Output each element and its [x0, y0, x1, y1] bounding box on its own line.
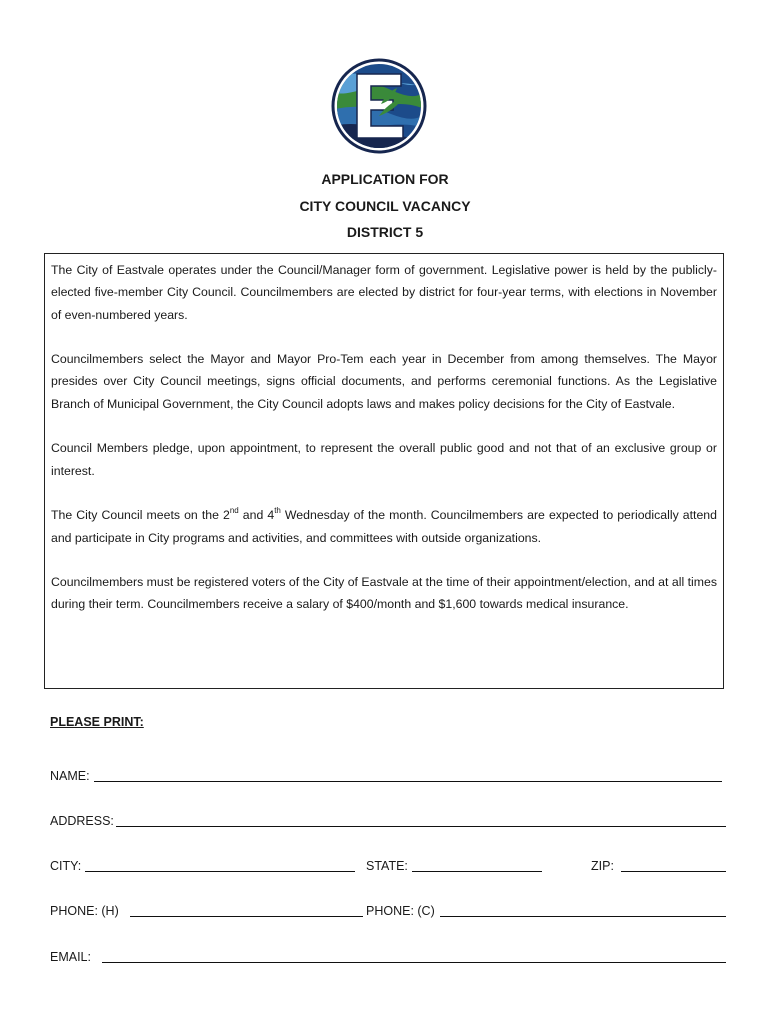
city-label: CITY: [50, 859, 82, 873]
form-title-line-2: CITY COUNCIL VACANCY [299, 198, 471, 214]
info-paragraph-eligibility: Councilmembers must be registered voters of the City of Eastvale at the time of their appointment/election, and at all times during their term. Councilmembers receive a salary of $400/month and $1,600 towards medical insurance. [51, 575, 717, 612]
info-paragraph-mayor: Councilmembers select the Mayor and Mayor Pro-Tem each year in December from among themselves. The Mayor presides over City Council meetings, signs official documents, and performs ceremonial functions. As the Legislative Branch of Municipal Government, the City Council adopts laws and makes policy decisions for the City of Eastvale. [51, 352, 717, 411]
name-label: NAME: [50, 769, 90, 783]
please-print-heading: PLEASE PRINT: [50, 715, 144, 729]
city-state-zip-row [50, 855, 726, 875]
phone-row [50, 900, 726, 920]
form-title-line-1: APPLICATION FOR [321, 171, 449, 187]
state-label: STATE: [366, 859, 408, 873]
info-paragraph-government: The City of Eastvale operates under the Council/Manager form of government. Legislative power is held by the publicly-elected five-member City Council. Councilmembers are elected by district for four-year terms, with elections in November of even-numbered years. [51, 263, 717, 322]
city-field[interactable] [85, 857, 355, 872]
form-title-line-3: DISTRICT 5 [346, 224, 424, 240]
address-field[interactable] [116, 812, 726, 827]
zip-field[interactable] [621, 857, 726, 872]
name-field[interactable] [94, 767, 722, 782]
address-label: ADDRESS: [50, 814, 114, 828]
phone-cell-field[interactable] [440, 902, 726, 917]
name-row [50, 765, 726, 785]
address-row [50, 810, 726, 830]
phone-cell-label: PHONE: (C) [366, 904, 435, 918]
info-paragraph-meetings: The City Council meets on the 2nd and 4th Wednesday of the month. Councilmembers are expected to periodically attend and participate in City programs and activities, and committees with outside organizations. [51, 506, 717, 545]
email-field[interactable] [102, 948, 726, 963]
email-row [50, 946, 726, 966]
email-label: EMAIL: [50, 950, 91, 964]
city-logo-icon [331, 58, 427, 154]
info-paragraph-pledge: Council Members pledge, upon appointment, to represent the overall public good and not that of an exclusive group or interest. [51, 441, 717, 478]
phone-home-label: PHONE: (H) [50, 904, 119, 918]
info-box [44, 253, 724, 689]
zip-label: ZIP: [591, 859, 614, 873]
phone-home-field[interactable] [130, 902, 363, 917]
state-field[interactable] [412, 857, 542, 872]
